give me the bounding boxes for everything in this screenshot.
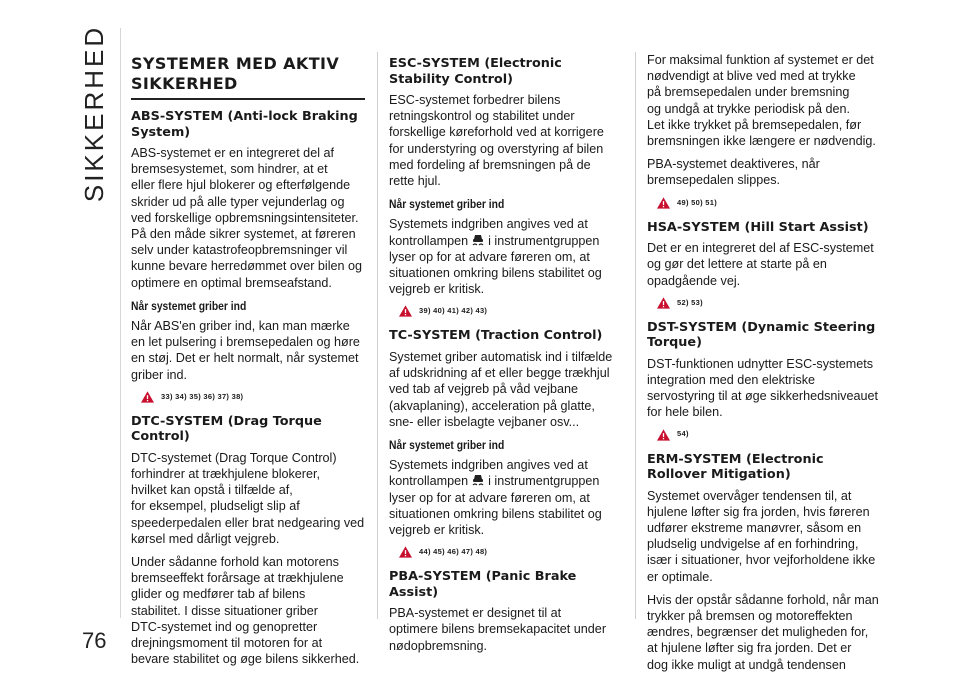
section-title-rule <box>131 98 365 100</box>
dtc-paragraph-2: Under sådanne forhold kan motorens bremseeffekt forårsage at trækhjulene glider og medfører tab af bilens stabilitet. I disse situationer griber DTC-systemet ind og genopretter drejningsmoment til motoren for at bevare stabilitet og øge bilens sikkerhed. <box>131 555 360 667</box>
reference-numbers: 33) 34) 35) 36) 37) 38) <box>161 391 244 401</box>
esc-paragraph-2 <box>389 216 623 297</box>
esc-lamp-icon <box>471 234 485 247</box>
warning-triangle-icon <box>657 197 670 209</box>
dst-paragraph: DST-funktionen udnytter ESC-systemets integration med den elektriske servostyring til at øge sikkerhedsniveauet for hele bilen. <box>647 356 878 420</box>
tc-paragraph: Systemet griber automatisk ind i tilfælde af udskridning af et eller begge trækhjul ved tab af vejgreb på våd vejbane (akvaplaning), acceleration på glatte, sne- eller isbelagte vejbaner osv... <box>389 349 613 429</box>
section-title: SYSTEMER MED AKTIV SIKKERHED <box>131 54 340 93</box>
warning-triangle-icon <box>141 391 154 403</box>
abs-heading: ABS-SYSTEM (Anti-lock Braking System) <box>131 109 358 140</box>
hsa-heading: HSA-SYSTEM (Hill Start Assist) <box>647 219 869 235</box>
side-section-title: SIKKERHED <box>79 24 110 202</box>
pba-warning-refs <box>657 196 881 210</box>
esc-heading: ESC-SYSTEM (Electronic Stability Control) <box>389 56 562 87</box>
abs-paragraph-2: Når ABS'en griber ind, kan man mærke en let pulsering i bremsepedalen og høre en støj. Det er helt normalt, når systemet griber ind. <box>131 319 360 382</box>
reference-numbers: 39) 40) 41) 42) 43) <box>419 306 488 316</box>
dst-heading: DST-SYSTEM (Dynamic Steering Torque) <box>647 319 876 351</box>
hsa-paragraph: Det er en integreret del af ESC-systemet og gør det lettere at starte på en opadgående vej. <box>647 241 874 288</box>
pba-continued-paragraph: For maksimal funktion af systemet er det nødvendigt at blive ved med at trykke på bremsepedalen under bremsning og undgå at trykke periodisk på den. Let ikke trykket på bremsepedalen, før bremsningen ikke længere er nødvendig. <box>647 53 876 149</box>
esc-paragraph: ESC-systemet forbedrer bilens retningskontrol og stabilitet under forskellige køreforhold ved at korrigere for understyring og overstyring af bilen med fordeling af bremsningen på de rette hjul. <box>389 93 604 189</box>
erm-heading: ERM-SYSTEM (Electronic Rollover Mitigation) <box>647 451 824 483</box>
column-3 <box>647 52 881 680</box>
warning-triangle-icon <box>657 297 670 309</box>
tc-text-part-2: i instrumentgruppen lyser op for at advare føreren om, at situationen omkring bilens stabilitet og vejgreb er kritisk. <box>389 474 602 537</box>
esc-text-part-2: i instrumentgruppen lyser op for at advare føreren om, at situationen omkring bilens stabilitet og vejgreb er kritisk. <box>389 233 602 297</box>
abs-paragraph: ABS-systemet er en integreret del af bremsesystemet, som hindrer, at et eller flere hjul blokerer og efterfølgende skrider ud på alle typer vejunderlag og ved forskellige opbremsningsintensiteter. På den måde sikrer systemet, at føreren selv under katastrofeopbremsninger vil kunne bevare herredømmet over bilen og optimere en optimal bremseafstand. <box>131 146 363 290</box>
side-divider <box>120 28 121 618</box>
dtc-heading: DTC-SYSTEM (Drag Torque Control) <box>131 413 322 445</box>
tc-heading: TC-SYSTEM (Traction Control) <box>389 328 603 344</box>
esc-lamp-icon <box>471 474 485 487</box>
reference-numbers: 44) 45) 46) 47) 48) <box>419 547 488 557</box>
erm-paragraph-2: Hvis der opstår sådanne forhold, når man trykker på bremsen og motoreffekten ændres, begrænser det muligheden for, at hjulene løfter sig fra jorden. Det er dog ikke muligt at undgå tendensen <box>647 592 879 672</box>
column-divider <box>635 52 636 619</box>
reference-numbers: 49) 50) 51) <box>677 197 717 207</box>
abs-subheading: Når systemet griber ind <box>131 298 247 313</box>
pba-paragraph: PBA-systemet er designet til at optimere bilens bremsekapacitet under nødopbremsning. <box>389 606 607 653</box>
warning-triangle-icon <box>657 429 670 441</box>
warning-triangle-icon <box>399 305 412 317</box>
warning-triangle-icon <box>399 546 412 558</box>
dtc-paragraph: DTC-systemet (Drag Torque Control) forhindrer at trækhjulene blokerer, hvilket kan opstå i tilfælde af, for eksempel, pludseligt slip af speederpedalen eller brat nedgearing ved kørsel med dårligt vejgreb. <box>131 450 365 546</box>
page-number: 76 <box>82 628 107 653</box>
pba-heading: PBA-SYSTEM (Panic Brake Assist) <box>389 569 577 600</box>
esc-warning-refs <box>399 304 623 318</box>
esc-text-part-1: Systemets indgriben angives ved at kontrollampen <box>389 217 588 248</box>
erm-paragraph: Systemet overvåger tendensen til, at hjulene løfter sig fra jorden, hvis føreren udfører ekstreme manøvrer, såsom en pludselig undvigelse af en forhindring, især i situationer, hvor vejforholdene ikke er optimale. <box>647 488 876 584</box>
dst-warning-refs <box>657 428 881 442</box>
pba-continued-paragraph-2: PBA-systemet deaktiveres, når bremsepedalen slippes. <box>647 157 820 188</box>
reference-numbers: 52) 53) <box>677 297 703 307</box>
tc-text-part-1: Systemets indgriben angives ved at kontrollampen <box>389 458 588 489</box>
abs-warning-refs <box>141 390 365 404</box>
esc-subheading: Når systemet griber ind <box>389 197 505 212</box>
column-1 <box>131 52 365 674</box>
tc-paragraph-2 <box>389 457 623 538</box>
reference-numbers: 54) <box>677 429 689 439</box>
column-2 <box>389 52 623 661</box>
hsa-warning-refs <box>657 296 881 310</box>
tc-warning-refs <box>399 545 623 559</box>
column-divider <box>377 52 378 619</box>
tc-subheading: Når systemet griber ind <box>389 437 505 452</box>
